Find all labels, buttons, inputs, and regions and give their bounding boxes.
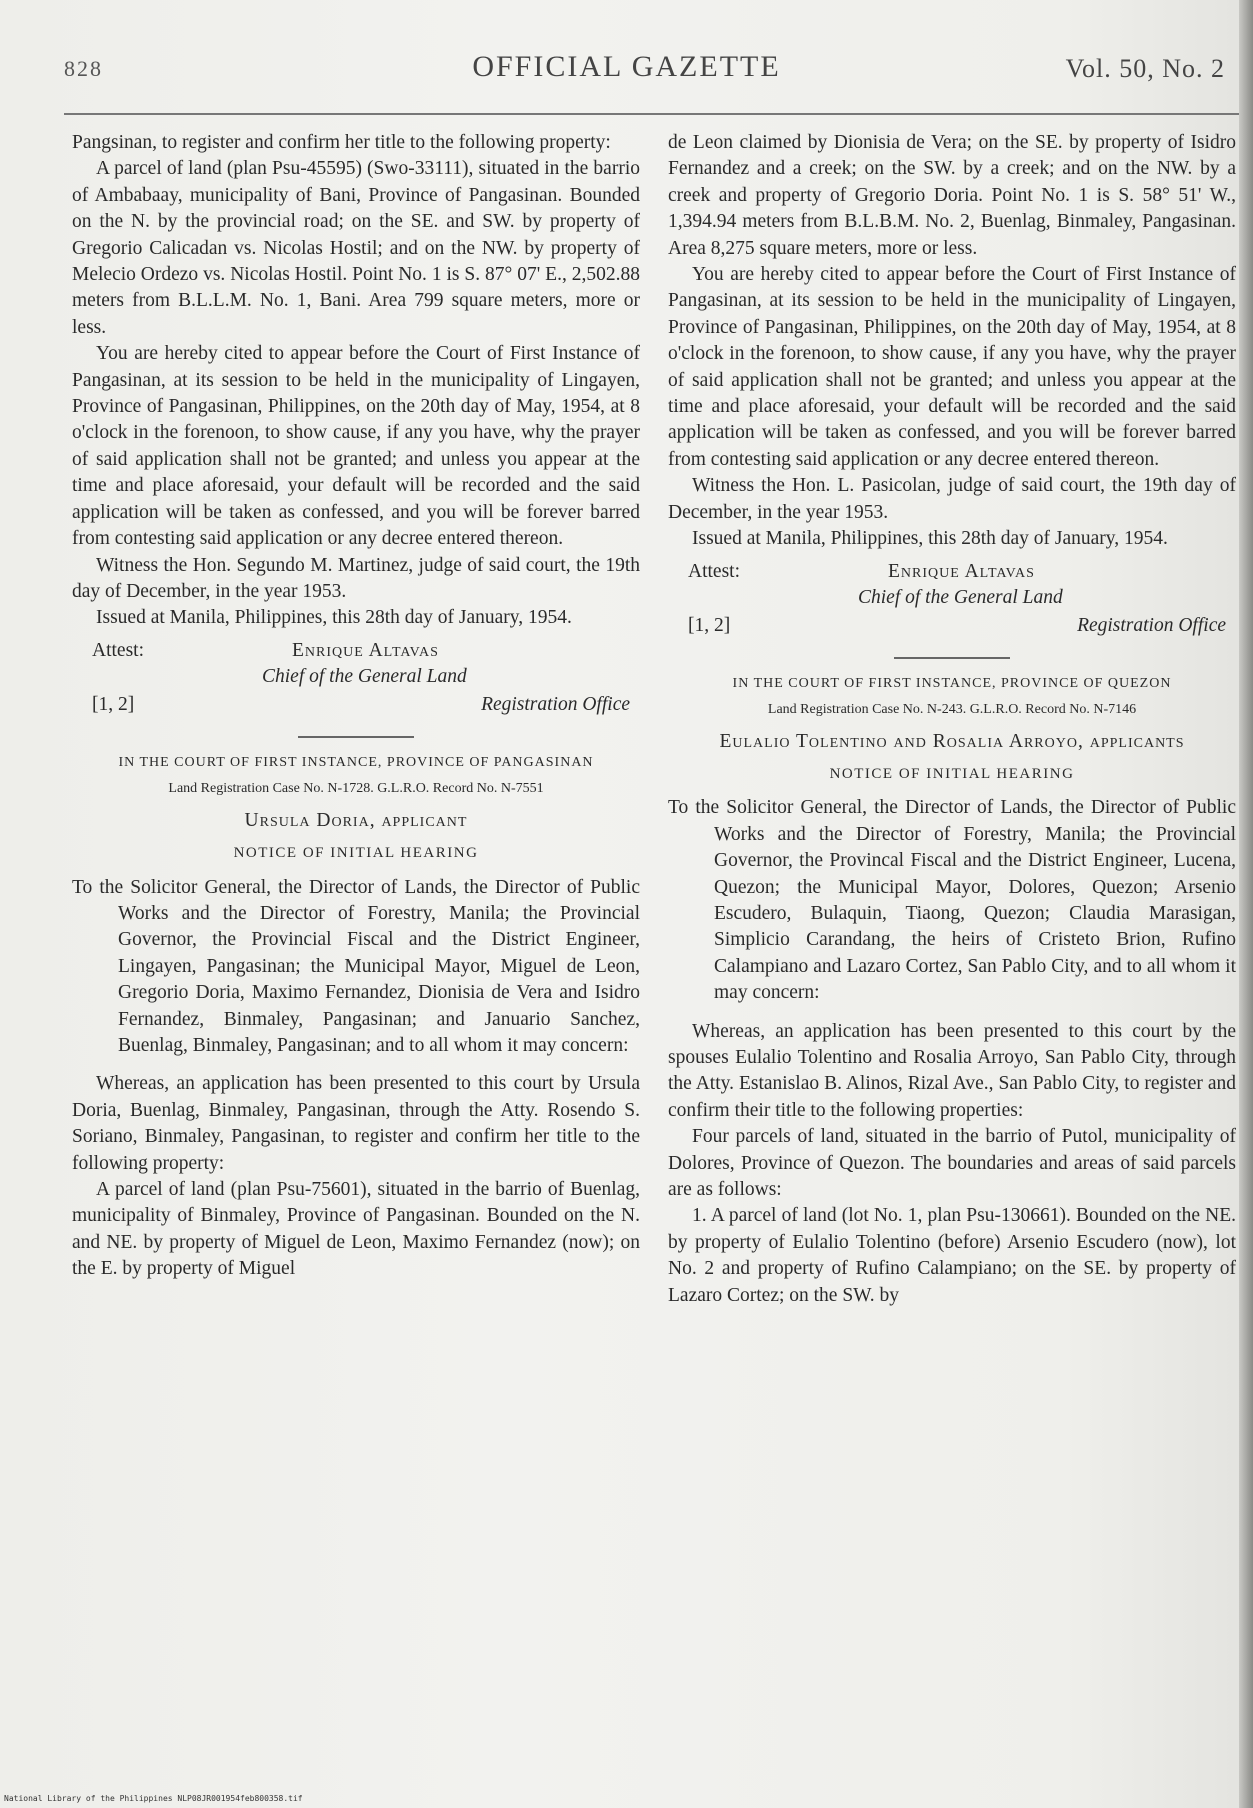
addressee-list: To the Solicitor General, the Director of Lands, the Director of Public Works and the Director of Forestry, Manila; the Provincial Governor, the Provincal Fiscal and the District Engineer, Lucena, Quezon; the Municipal Mayor, Dolores, Quezon; Arsenio Escudero, Bulaquin, Tiaong, Quezon; Claudia Marasigan, Simplicio Carandang, the heirs of Cristeto Brion, Rufino Calampiano and Lazaro Cortez, San Pablo City, and to all whom it may concern: [668,797,1236,1004]
gazette-title: OFFICIAL GAZETTE [472,50,781,83]
case-number: Land Registration Case No. N-243. G.L.R.O. Record No. N-7146 [767,701,1137,717]
left-column [72,130,640,1283]
attest-title-office: Registration Office [481,693,630,715]
scan-footer: National Library of the Philippines NLP08JR001954feb800358.tif [4,1794,303,1803]
attestation-block [668,559,1236,645]
section-divider [894,657,1010,659]
attest-title: Chief of the General Land [262,665,467,687]
attestation-block [72,638,640,724]
attest-label: Attest: [92,639,144,661]
attest-name: Enrique Altavas [292,639,439,661]
paragraph: Whereas, an application has been presented to this court by Ursula Doria, Buenlag, Binmaley, Pangasinan, through the Atty. Rosendo S. Soriano, Binmaley, Pangasinan, to register and confirm her title to the following property: [72,1073,640,1174]
notice-heading: NOTICE OF INITIAL HEARING [233,845,479,862]
paragraph: You are hereby cited to appear before the Court of First Instance of Pangasinan, at its session to be held in the municipality of Lingayen, Province of Pangasinan, Philippines, on the 20th day of May, 1954, at 8 o'clock in the forenoon, to show cause, if any you have, why the prayer of said application shall not be granted; and unless you appear at the time and place aforesaid, your default will be recorded and the said application will be taken as confessed, and you will be forever barred from contesting said application or any decree entered thereon. [72,343,640,550]
applicant-name: Ursula Doria, applicant [244,809,468,831]
attest-title-office: Registration Office [1077,614,1226,636]
case-number: Land Registration Case No. N-1728. G.L.R.O. Record No. N-7551 [168,780,544,796]
volume-number: Vol. 50, No. 2 [1065,54,1225,83]
attest-title: Chief of the General Land [858,586,1063,608]
attest-reference: [1, 2] [688,614,731,636]
attest-name: Enrique Altavas [888,560,1035,582]
paragraph: Issued at Manila, Philippines, this 28th day of January, 1954. [692,528,1168,550]
paragraph: A parcel of land (plan Psu-75601), situated in the barrio of Buenlag, municipality of Binmaley, Province of Pangasinan. Bounded on the N. and NE. by property of Miguel de Leon, Maximo Fernandez (now); on the E. by property of Miguel [72,1179,640,1280]
section-divider [298,736,414,738]
addressee-list: To the Solicitor General, the Director of Lands, the Director of Public Works and the Director of Forestry, Manila; the Provincial Governor, the Provincial Fiscal and the District Engineer, Lingayen, Pangasinan; the Municipal Mayor, Miguel de Leon, Gregorio Doria, Maximo Fernandez, Dionisia de Vera and Isidro Fernandez, Binmaley, Pangasinan; and Januario Sanchez, Buenlag, Binmaley, Pangasinan; and to all whom it may concern: [72,876,640,1056]
court-heading: IN THE COURT OF FIRST INSTANCE, PROVINCE OF QUEZON [732,675,1172,691]
applicant-name: Eulalio Tolentino and Rosalia Arroyo, applicants [719,730,1185,752]
paragraph: Pangsinan, to register and confirm her title to the following property: [72,132,611,153]
paragraph: Four parcels of land, situated in the barrio of Putol, municipality of Dolores, Province of Quezon. The boundaries and areas of said parcels are as follows: [668,1126,1236,1200]
paragraph: You are hereby cited to appear before the Court of First Instance of Pangasinan, at its session to be held in the municipality of Lingayen, Province of Pangasinan, Philippines, on the 20th day of May, 1954, at 8 o'clock in the forenoon, to show cause, if any you have, why the prayer of said application shall not be granted; and unless you appear at the time and place aforesaid, your default will be recorded and the said application will be taken as confessed, and you will be forever barred from contesting said application or any decree entered thereon. [668,264,1236,470]
paragraph: Witness the Hon. L. Pasicolan, judge of said court, the 19th day of December, in the year 1953. [668,475,1236,523]
paragraph: Whereas, an application has been presented to this court by the spouses Eulalio Tolentino and Rosalia Arroyo, San Pablo City, through the Atty. Estanislao B. Alinos, Rizal Ave., San Pablo City, to register and confirm their title to the following properties: [668,1020,1236,1121]
paragraph: de Leon claimed by Dionisia de Vera; on the SE. by property of Isidro Fernandez and a creek; on the SW. by a creek; and on the NW. by a creek and property of Gregorio Doria. Point No. 1 is S. 58° 51' W., 1,394.94 meters from B.L.B.M. No. 2, Buenlag, Binmaley, Pangasinan. Area 8,275 square meters, more or less. [668,132,1236,259]
court-heading: IN THE COURT OF FIRST INSTANCE, PROVINCE OF PANGASINAN [118,754,594,770]
right-column [668,130,1236,1309]
attest-reference: [1, 2] [92,693,135,715]
paragraph: A parcel of land (plan Psu-45595) (Swo-33111), situated in the barrio of Ambabaay, municipality of Bani, Province of Pangasinan. Bounded on the N. by the provincial road; on the SE. and SW. by property of Gregorio Calicadan vs. Nicolas Hostil; and on the NW. by property of Melecio Ordezo vs. Nicolas Hostil. Point No. 1 is S. 87° 07' E., 2,502.88 meters from B.L.L.M. No. 1, Bani. Area 799 square meters, more or less. [72,158,640,338]
header-rule [64,113,1239,115]
notice-heading: NOTICE OF INITIAL HEARING [829,765,1075,782]
paragraph: Witness the Hon. Segundo M. Martinez, judge of said court, the 19th day of December, in the year 1953. [72,554,640,602]
attest-label: Attest: [688,560,740,582]
paragraph: 1. A parcel of land (lot No. 1, plan Psu-130661). Bounded on the NE. by property of Eulalio Tolentino (before) Arsenio Escudero (now), lot No. 2 and property of Rufino Calampiano; on the SE. by property of Lazaro Cortez; on the SW. by [668,1205,1236,1306]
page-number: 828 [64,56,103,81]
paragraph: Issued at Manila, Philippines, this 28th day of January, 1954. [96,607,572,629]
page-edge-shadow [1239,0,1253,1808]
